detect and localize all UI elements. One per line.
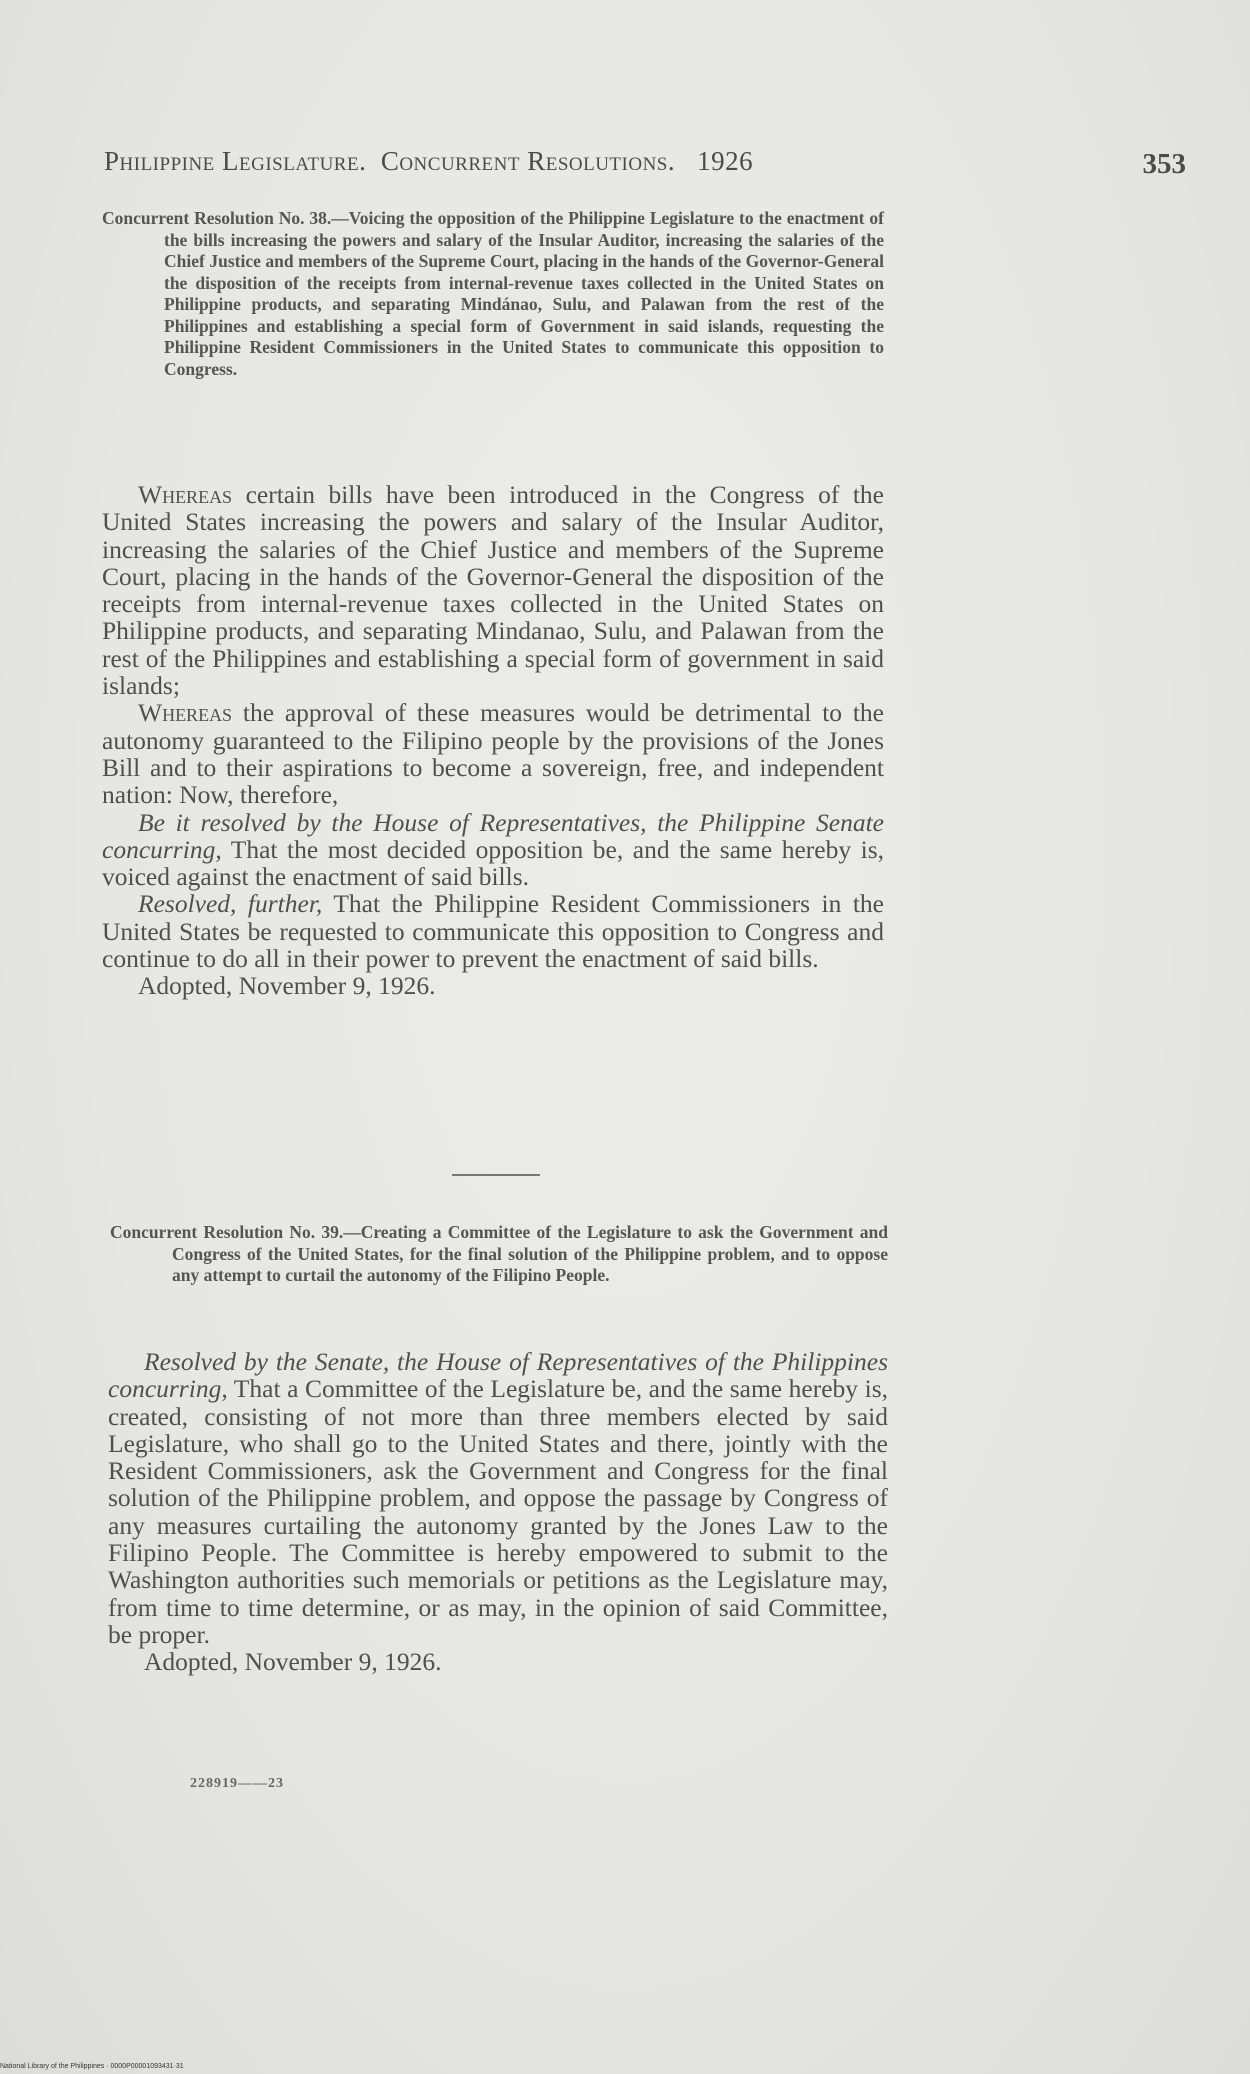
resolved-39-paragraph [108,1348,888,1648]
resolution-38-summary [102,208,884,380]
whereas-2-lead: Whereas [138,698,233,728]
resolved-paragraph [102,809,884,891]
running-title-year: 1926 [697,146,754,176]
resolved-further-text: That the Philippine Resident Commissioners in the United States be requested to communicate this opposition to Congress and continue to do all in their power to prevent the enactment of said bills. [102,889,884,974]
resolution-39-summary-text: Concurrent Resolution No. 39.—Creating a Committee of the Legislature to ask the Government and Congress of the United States, for the final solution of the Philippine problem, and to oppose any attempt to curtail the autonomy of the Filipino People. [110,1222,888,1285]
whereas-1-text: certain bills have been introduced in the Congress of the United States increasing the powers and salary of the Insular Auditor, increasing the salaries of the Chief Justice and members of the Supreme Court, placing in the hands of the Governor-General the disposition of the receipts from internal-revenue taxes collected in the United States on Philippine products, and separating Mindanao, Sulu, and Palawan from the rest of the Philippines and establishing a special form of government in said islands; [102,480,884,701]
signature-mark: 228919——23 [190,1776,284,1791]
resolved-further-paragraph [102,890,884,972]
resolved-39-text: That a Committee of the Legislature be, and the same hereby is, created, consisting of not more than three members elected by said Legislature, who shall go to the United States and there, jointly with the Resident Commissioners, ask the Government and Congress for the final solution of the Philippine problem, and oppose the passage by Congress of any measures curtailing the autonomy granted by the Jones Law to the Filipino People. The Committee is hereby empowered to submit to the Washington authorities such memorials or petitions as the Legislature may, from time to time determine, or as may, in the opinion of said Committee, be proper. [108,1374,888,1649]
whereas-paragraph-2 [102,699,884,808]
resolved-further-lead: Resolved, further, [138,889,323,919]
page-number: 353 [1142,148,1186,180]
resolution-39-summary [110,1222,888,1287]
whereas-paragraph-1 [102,481,884,699]
adopted-39: Adopted, November 9, 1926. [144,1647,442,1677]
resolution-38-body [102,481,884,1000]
resolved-lead: Be it resolved by the House of Representatives, the Philippine Senate concurring, [102,807,884,864]
running-title [104,146,753,177]
resolution-38-summary-text: Concurrent Resolution No. 38.—Voicing the opposition of the Philippine Legislature to the enactment of the bills increasing the powers and salary of the Insular Auditor, increasing the salaries of the Chief Justice and members of the Supreme Court, placing in the hands of the Governor-General the disposition of the receipts from internal-revenue taxes collected in the United States on Philippine products, and separating Mindánao, Sulu, and Palawan from the rest of the Philippines and establishing a special form of Government in said islands, requesting the Philippine Resident Commissioners in the United States to communicate this opposition to Congress. [102,208,884,379]
scan-footer: National Library of the Philippines · 0000P00001093431·31 [0,2063,184,2070]
running-title-legislature: Philippine Legislature. [104,146,367,176]
resolution-39-body [108,1348,888,1676]
section-divider [452,1174,540,1176]
running-title-resolutions: Concurrent Resolutions. [380,146,676,176]
resolved-39-lead: Resolved by the Senate, the House of Representatives of the Philippines concurring, [108,1347,888,1404]
whereas-1-lead: Whereas [138,480,233,509]
whereas-2-text: the approval of these measures would be detrimental to the autonomy guaranteed to the Filipino people by the provisions of the Jones Bill and to their aspirations to become a sovereign, free, and independent nation: Now, therefore, [102,698,884,810]
page-header [104,146,1194,186]
resolved-text: That the most decided opposition be, and the same hereby is, voiced against the enactment of said bills. [102,834,884,892]
adopted-38: Adopted, November 9, 1926. [138,971,436,1001]
